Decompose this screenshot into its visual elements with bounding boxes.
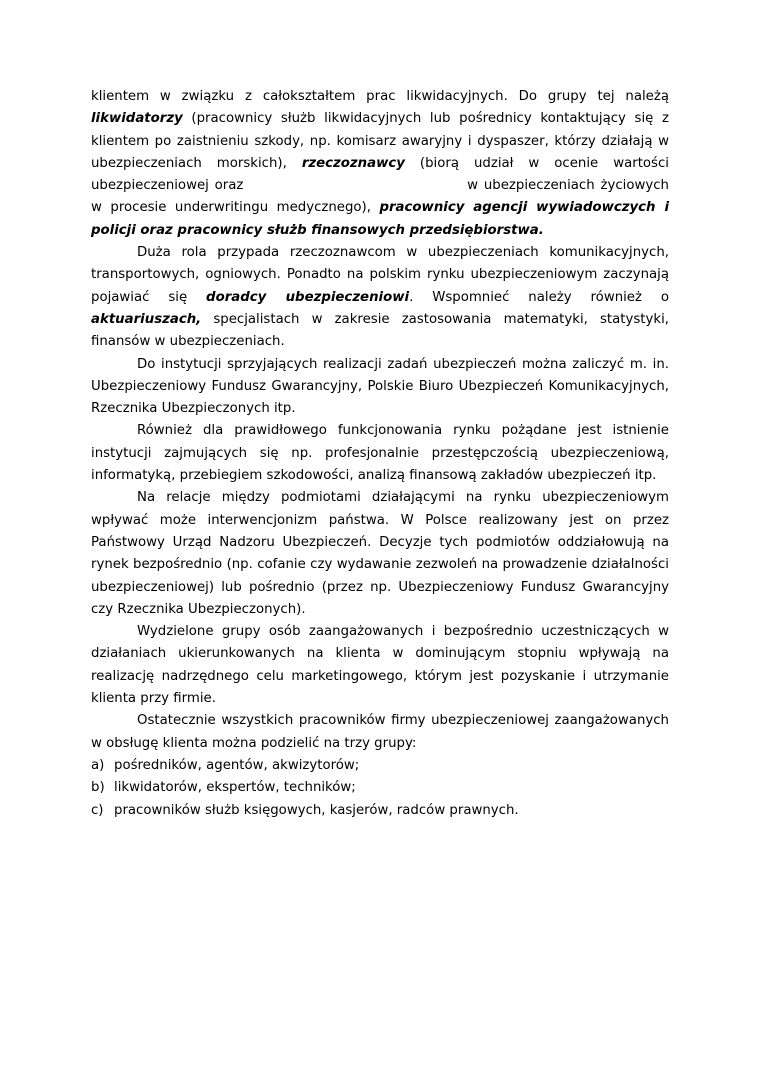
paragraph-1-text-4: w ubezpieczeniach życiowych w procesie underwritingu medycznego), bbox=[91, 178, 669, 216]
document-body bbox=[91, 86, 669, 822]
paragraph-3: Do instytucji sprzyjających realizacji zadań ubezpieczeń można zaliczyć m. in. Ubezpieczeniowy Fundusz Gwarancyjny, Polskie Biuro Ubezpieczeń Komunikacyjnych, Rzecznika Ubezpieczonych itp. bbox=[91, 356, 669, 417]
list-marker: b) bbox=[91, 780, 105, 796]
paragraph-4: Również dla prawidłowego funkcjonowania rynku pożądane jest istnienie instytucji zajmujących się np. profesjonalnie przestępczością ubezpieczeniową, informatyką, przebiegiem szkodowości, analizą finansową zakładów ubezpieczeń itp. bbox=[91, 423, 669, 484]
term-rzeczoznawcy: rzeczoznawcy bbox=[301, 155, 405, 171]
list-marker: a) bbox=[91, 757, 105, 773]
paragraph-6: Wydzielone grupy osób zaangażowanych i bezpośrednio uczestniczących w działaniach ukierunkowanych na klienta w dominującym stopniu wpływają na realizację nadrzędnego celu marketingowego, którym jest pozyskanie i utrzymanie klienta przy firmie. bbox=[91, 624, 669, 707]
paragraph-2 bbox=[91, 242, 669, 353]
term-likwidatorzy: likwidatorzy bbox=[91, 111, 183, 127]
paragraph-1 bbox=[91, 86, 669, 242]
term-pracownicy-agencji: pracownicy agencji wywiadowczych i policji oraz pracownicy służb finansowych przedsiębiorstwa. bbox=[91, 200, 669, 238]
paragraph-7: Ostatecznie wszystkich pracowników firmy ubezpieczeniowej zaangażowanych w obsługę klienta można podzielić na trzy grupy: bbox=[91, 713, 669, 751]
term-aktuariusze: aktuariuszach, bbox=[91, 311, 202, 327]
list-item bbox=[91, 777, 669, 799]
paragraph-1-text-3: (biorą udział w ocenie wartości ubezpieczeniowej oraz bbox=[91, 155, 669, 194]
term-doradcy: doradcy ubezpieczeniowi bbox=[206, 289, 410, 305]
list-item bbox=[91, 800, 669, 822]
list-marker: c) bbox=[91, 802, 104, 818]
paragraph-5: Na relacje między podmiotami działającymi na rynku ubezpieczeniowym wpływać może interwencjonizm państwa. W Polsce realizowany jest on przez Państwowy Urząd Nadzoru Ubezpieczeń. Decyzje tych podmiotów oddziałowują na rynek bezpośrednio (np. cofanie czy wydawanie zezwoleń na prowadzenie działalności ubezpieczeniowej) lub pośrednio (przez np. Ubezpieczeniowy Fundusz Gwarancyjny czy Rzecznika Ubezpieczonych). bbox=[91, 490, 669, 617]
list-item-text: pośredników, agentów, akwizytorów; bbox=[114, 757, 360, 773]
list-item bbox=[91, 755, 669, 777]
list-item-text: pracowników służb księgowych, kasjerów, radców prawnych. bbox=[114, 802, 519, 818]
groups-list bbox=[91, 755, 669, 822]
paragraph-2-text-3: specjalistach w zakresie zastosowania matematyki, statystyki, finansów w ubezpieczeniach. bbox=[91, 311, 669, 350]
list-item-text: likwidatorów, ekspertów, techników; bbox=[114, 780, 356, 796]
paragraph-2-text-2: . Wspomnieć należy również o bbox=[409, 289, 669, 305]
paragraph-1-text-1: klientem w związku z całokształtem prac likwidacyjnych. Do grupy tej należą bbox=[91, 89, 669, 104]
paragraph-1-text-2: (pracownicy służb likwidacyjnych lub pośrednicy kontaktujący się z klientem po zaistnieniu szkody, np. komisarz awaryjny i dyspaszer, którzy działają w ubezpieczeniach morskich), bbox=[91, 111, 669, 171]
paragraph-2-text-1: Duża rola przypada rzeczoznawcom w ubezpieczeniach komunikacyjnych, transportowych, ogniowych. Ponadto na polskim rynku ubezpieczeniowym zaczynają pojawiać się bbox=[91, 245, 669, 305]
